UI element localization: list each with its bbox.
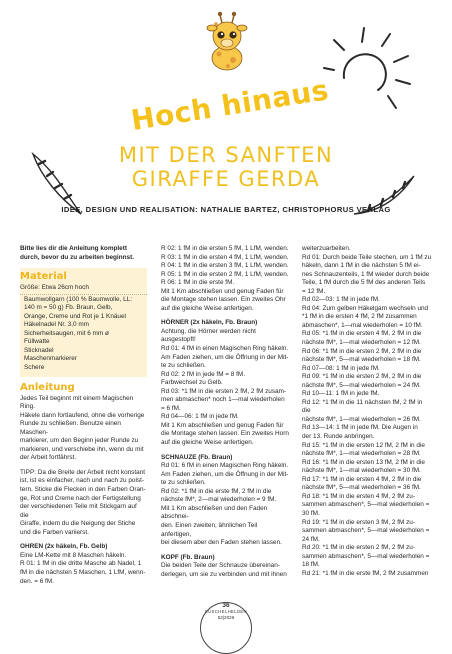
text-line: nächste fM*, 5—mal wiederholen = 18 fM. bbox=[302, 356, 421, 364]
text-line: Rd 10—11: 1 fM in jede fM. bbox=[302, 390, 380, 398]
ohren-heading: OHREN (2x häkeln, Fb. Gelb) bbox=[20, 543, 108, 551]
text-line: Rd 04—06: 1 fM in jede fM. bbox=[161, 413, 239, 421]
text-line: Rd 02—03: 1 fM in jede fM. bbox=[302, 296, 380, 304]
ohren-line: Eine LM-Kette mit 8 Maschen häkeln. bbox=[20, 551, 127, 559]
ohren-line: den. = 6 fM. bbox=[20, 577, 54, 585]
text-line: die Montage stehen lassen. Ein zweites Ohr bbox=[161, 296, 286, 304]
text-line: sammen abmaschen*, 5—mal wiederholen = bbox=[302, 527, 430, 535]
text-line: nächste fM*, 1—mal wiederholen = 12 fM. bbox=[302, 339, 421, 347]
text-line: Rd 02: *1 fM in die erste fM, 2 fM in die bbox=[161, 487, 272, 495]
schnauze-heading: SCHNAUZE (Fb. Braun) bbox=[161, 453, 233, 461]
text-line: Rd 15: *1 fM in die ersten 12 fM, 2 fM in die bbox=[302, 441, 425, 449]
page-footer bbox=[205, 603, 247, 621]
text-line: Rd 21: *1 fM in die erste fM, 2 fM zusammen bbox=[302, 569, 429, 577]
text-line: Die beiden Teile der Schnauze übereinan- bbox=[161, 562, 280, 570]
material-item: Schere bbox=[24, 364, 45, 372]
text-line: R 03: 1 fM in die ersten 4 fM, 1 LfM, wenden. bbox=[161, 253, 289, 261]
column-3 bbox=[302, 245, 432, 578]
text-line: Rd 01: 4 fM in einen Magischen Ring häkeln. bbox=[161, 345, 289, 353]
text-line: die Montage stehen lassen. Ein zweites Horn bbox=[161, 430, 289, 438]
text-line: Rd 09: *1 fM in die ersten 2 fM, 2 fM in die bbox=[302, 373, 422, 381]
text-line: *1 fM in die ersten 4 fM, 2 fM zusammen bbox=[302, 313, 417, 321]
text-line: Teile, 1 fM durch die 5 fM des anderen Teils bbox=[302, 279, 426, 287]
tipp-line: tern. Sticke die Flecken in den Farben Oran- bbox=[20, 486, 146, 494]
ohren-line: R 01: 1 fM in die dritte Masche ab Nadel, 1 bbox=[20, 560, 142, 568]
text-line: R 04: 1 fM in die ersten 3 fM, 1 LfM, wenden. bbox=[161, 262, 289, 270]
title-script: Hoch hinaus bbox=[128, 73, 331, 137]
text-line: Rd 01: 6 fM in einen Magischen Ring häkeln. bbox=[161, 462, 289, 470]
text-line: Am Faden ziehen, um die Öffnung in der Mit- bbox=[161, 470, 289, 478]
text-line: Rd 04: Zum gelben Häkelgarn wechseln und bbox=[302, 304, 429, 312]
intro-text: Bitte lies dir die Anleitung komplett durch, bevor du zu arbeiten beginnst. bbox=[20, 245, 134, 261]
text-line: sammen abmaschen*, 5—mal wiederholen = bbox=[302, 501, 430, 509]
text-line: ausgestopft! bbox=[161, 336, 196, 344]
text-line: men abmaschen* noch 1—mal wiederholen bbox=[161, 396, 285, 404]
ohren-line: fM in die nächsten 5 Maschen, 1 LfM, wenn- bbox=[20, 568, 146, 576]
text-line: nes Schnauzenteils, 1 fM wieder durch beide bbox=[302, 270, 430, 278]
text-line: Mit 1 Km abschließen und genug Faden für bbox=[161, 421, 284, 429]
text-line: Rd 17: *1 fM in die ersten 4 fM, 2 fM in die bbox=[302, 475, 422, 483]
text-line: nächste fM*, 1—mal wiederholen = 30 fM. bbox=[302, 467, 421, 475]
anleitung-line: Jedes Teil beginnt mit einem Magischen Ring. bbox=[20, 394, 134, 411]
text-line: nächste fM*, 5—mal wiederholen = 24 fM. bbox=[302, 381, 421, 389]
text-line: Rd 16: *1 fM in die ersten 13 fM, 2 fM in die bbox=[302, 458, 425, 466]
material-item: Häkelnadel Nr. 3,0 mm bbox=[24, 321, 89, 329]
text-line: Mit 1 Km abschließen und den Faden abschnei- bbox=[161, 504, 268, 521]
text-line: bei diesem aber den Faden stehen lassen. bbox=[161, 539, 282, 547]
text-line: = 12 fM. bbox=[302, 287, 326, 295]
anleitung-line: Runde zu schließen. Benutze einen Maschen- bbox=[20, 420, 121, 436]
text-line: te zu schließen. bbox=[161, 362, 206, 370]
material-item: Sticknadel bbox=[24, 346, 54, 354]
text-line: nächste fM*, 5—mal wiederholen = 36 fM. bbox=[302, 484, 421, 492]
text-line: weiterzuarbeiten. bbox=[302, 245, 351, 252]
text-line: 18 fM. bbox=[302, 561, 320, 569]
anleitung-heading: Anleitung bbox=[20, 381, 75, 393]
material-item: Füllwatte bbox=[24, 338, 50, 346]
column-1 bbox=[20, 245, 147, 586]
text-line: abmaschen*, 1—mal wiederholen = 10 fM. bbox=[302, 321, 423, 329]
text-line: 24 fM. bbox=[302, 535, 320, 543]
hoerner-heading: HÖRNER (2x häkeln, Fb. Braun) bbox=[161, 319, 258, 327]
text-line: Rd 03: *1 fM in die ersten 2 fM, 2 fM zusam- bbox=[161, 387, 287, 395]
anleitung-line: markieren, und verschiebe ihn, wenn du mit bbox=[20, 445, 144, 453]
text-line: Mit 1 Km abschließen und genug Faden für bbox=[161, 287, 284, 295]
text-line: auf die gleiche Weise anfertigen. bbox=[161, 304, 254, 312]
tipp-line: Giraffe, indem du die Neigung der Stiche bbox=[20, 520, 136, 528]
text-line: nächste fM*, 1—mal wiederholen = 26 fM. bbox=[302, 415, 421, 423]
text-line: R 06: 1 fM in die erste fM. bbox=[161, 279, 235, 287]
tipp-line: und die Farben variierst. bbox=[20, 528, 89, 536]
text-line: Rd 13—14: 1 fM in jede fM. Die Augen in bbox=[302, 424, 418, 432]
tipp-line: TIPP: Da die Breite der Arbeit nicht konstant bbox=[20, 468, 146, 476]
title-line-3: GIRAFFE GERDA bbox=[131, 167, 321, 191]
text-line: Rd 18: *1 fM in die ersten 4 fM, 2 fM zu- bbox=[302, 492, 415, 500]
issue-number: 52|2026 bbox=[217, 615, 235, 620]
text-line: R 05: 1 fM in die ersten 2 fM, 1 LfM, wenden. bbox=[161, 270, 289, 278]
text-line: nächste fM*, 1—mal wiederholen = 28 fM. bbox=[302, 450, 421, 458]
text-line: häkeln, dann 1 fM in die nächsten 5 fM ei- bbox=[302, 262, 421, 270]
text-line: derlegen, um sie zu verbinden und mit ihnen bbox=[161, 570, 287, 578]
text-line: Am Faden ziehen, um die Öffnung in der Mit- bbox=[161, 353, 289, 361]
text-line: = 6 fM. bbox=[161, 404, 181, 412]
text-line: nächste fM*, 2—mal wiederholen = 9 fM. bbox=[161, 496, 277, 504]
kopf-heading: KOPF (Fb. Braun) bbox=[161, 553, 215, 561]
text-line: Rd 06: *1 fM in die ersten 2 fM, 2 fM in die bbox=[302, 347, 422, 355]
text-line: Rd 20: *1 fM in die ersten 2 fM, 2 fM zu- bbox=[302, 544, 415, 552]
anleitung-line: markierer, um den Beginn jeder Runde zu bbox=[20, 437, 139, 445]
anleitung-line: Häkele dann fortlaufend, ohne die vorherige bbox=[20, 411, 145, 419]
text-line: Rd 19: *1 fM in die ersten 3 fM, 2 fM zu- bbox=[302, 518, 415, 526]
title-line-2: MIT DER SANFTEN bbox=[118, 143, 334, 167]
material-list bbox=[20, 296, 147, 373]
text-line: Farbwechsel zu Gelb. bbox=[161, 379, 223, 387]
text-line: den. Einen zweiten, ähnlichen Teil anfertigen, bbox=[161, 521, 258, 538]
material-item: Maschenmarkierer bbox=[24, 355, 77, 363]
sun-icon bbox=[322, 20, 412, 112]
text-line: Rd 12: *1 fM in die 11 nächsten fM, 2 fM in die bbox=[302, 398, 423, 415]
text-line: Rd 02: 2 fM in jede fM = 8 fM. bbox=[161, 370, 246, 378]
column-2 bbox=[161, 245, 289, 579]
magazine-name: KUSCHELHELDEN bbox=[205, 609, 247, 614]
tipp-line: ist, ist es einfacher, nach und nach zu polst- bbox=[20, 477, 144, 485]
anleitung-line: der Arbeit fortfährst. bbox=[20, 454, 77, 462]
material-heading: Material bbox=[20, 271, 67, 283]
text-line: Rd 05: *1 fM in die ersten 4 fM, 2 fM in die bbox=[302, 330, 422, 338]
text-line: R 02: 1 fM in die ersten 5 fM, 1 LfM, wenden. bbox=[161, 245, 289, 252]
text-line: te zu schließen. bbox=[161, 479, 206, 487]
page-number: 36 bbox=[222, 602, 230, 609]
material-box bbox=[20, 268, 147, 376]
text-line: sammen abmaschen*, 5—mal wiederholen = bbox=[302, 552, 430, 560]
text-line: der 13. Runde anbringen. bbox=[302, 433, 375, 441]
tipp-line: der verschiedenen Teile mit Stickgarn auf die bbox=[20, 503, 137, 519]
size-text: Größe: Etwa 26cm hoch bbox=[20, 284, 89, 292]
tipp-line: ge, Rot und Creme nach der Fertigstellung bbox=[20, 494, 141, 502]
material-item: Orange, Creme und Rot je 1 Knäuel bbox=[24, 312, 126, 320]
text-line: Rd 01: Durch beide Teile stechen, um 1 fM zu bbox=[302, 253, 432, 261]
material-item: Baumwollgarn (100 % Baumwolle, LL: bbox=[24, 295, 132, 303]
material-item: 140 m = 50 g) Fb. Braun, Gelb, bbox=[24, 304, 113, 312]
byline: IDEE, DESIGN UND REALISATION: NATHALIE BARTEZ, CHRISTOPHORUS VERLAG bbox=[61, 205, 391, 214]
text-line: 30 fM. bbox=[302, 509, 320, 517]
text-line: auf die gleiche Weise anfertigen. bbox=[161, 439, 254, 447]
text-line: Rd 07—08: 1 fM in jede fM. bbox=[302, 364, 380, 372]
material-item: Sicherheitsaugen, mit 6 mm ø bbox=[24, 329, 109, 337]
text-line: Achtung, die Hörner werden nicht bbox=[161, 327, 256, 335]
giraffe-illustration bbox=[198, 10, 256, 72]
